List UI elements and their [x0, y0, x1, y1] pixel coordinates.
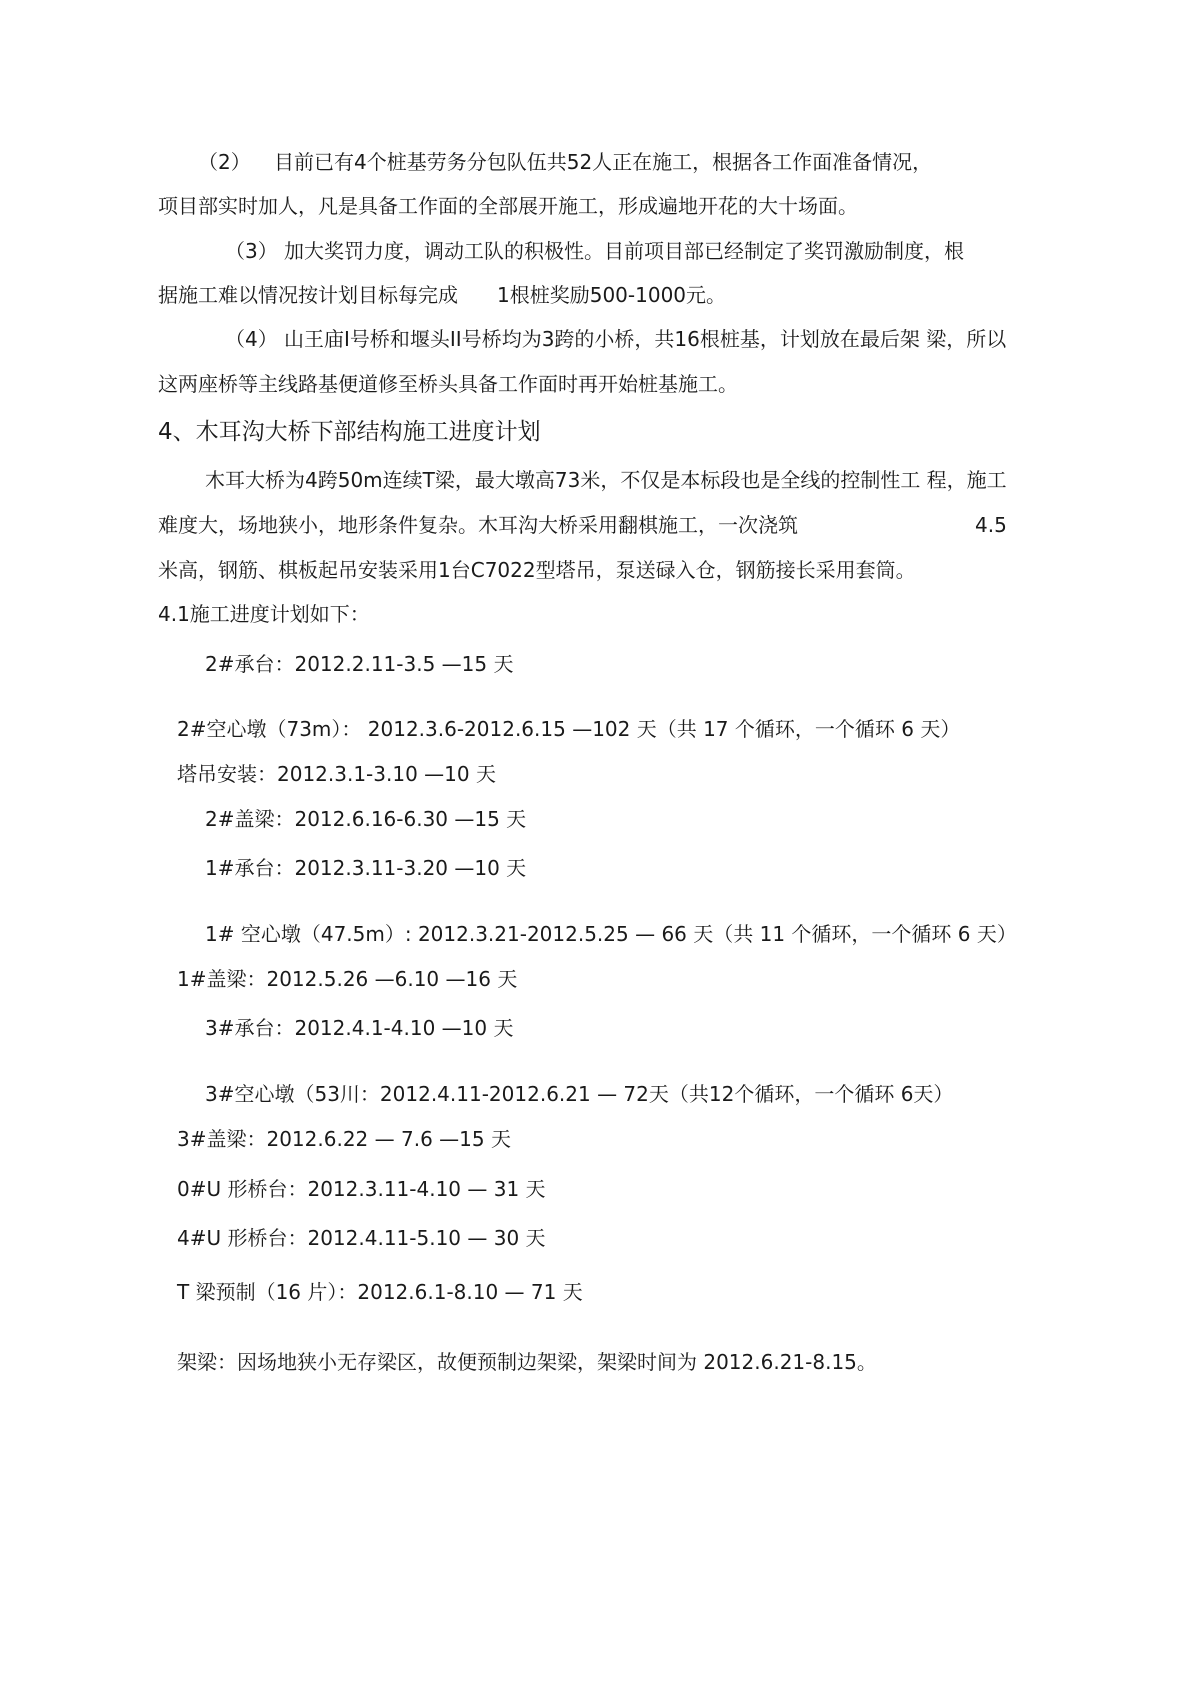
paragraph-5-line-2b: 4.5: [975, 513, 1007, 537]
schedule-item: 2#盖梁：2012.6.16-6.30 —15 天: [205, 807, 527, 831]
paragraph-2-number: （2）: [198, 150, 251, 174]
paragraph-2-line-1: 目前已有4个桩基劳务分包队伍共52人正在施工，根据各工作面准备情况，: [274, 150, 933, 174]
paragraph-3-line-2a: 据施工难以情况按计划目标每完成: [158, 283, 458, 307]
paragraph-4-number: （4）: [225, 327, 278, 351]
schedule-item: 0#U 形桥台：2012.3.11-4.10 — 31 天: [177, 1177, 546, 1201]
schedule-item: 1#盖梁：2012.5.26 —6.10 —16 天: [177, 967, 518, 991]
schedule-item: 3#盖梁：2012.6.22 — 7.6 —15 天: [177, 1127, 511, 1151]
paragraph-4-line-2: 这两座桥等主线路基便道修至桥头具备工作面时再开始桩基施工。: [158, 372, 738, 396]
schedule-item: 2#空心墩（73m）： 2012.3.6-2012.6.15 —102 天（共 17 个循环，一个循环 6 天）: [177, 717, 961, 741]
subsection-heading: 4.1施工进度计划如下：: [158, 602, 370, 626]
schedule-item: 1# 空心墩（47.5m）: 2012.3.21-2012.5.25 — 66 天（共 11 个循环，一个循环 6 天）: [205, 922, 1017, 946]
section-heading: 4、木耳沟大桥下部结构施工进度计划: [158, 419, 541, 445]
schedule-item: 架梁：因场地狭小无存梁区，故便预制边架梁，架梁时间为 2012.6.21-8.15。: [177, 1350, 877, 1374]
paragraph-3-line-1: 加大奖罚力度，调动工队的积极性。目前项目部已经制定了奖罚激励制度，根: [284, 239, 964, 263]
schedule-item: 3#空心墩（53川：2012.4.11-2012.6.21 — 72天（共12个循环，一个循环 6天）: [205, 1082, 954, 1106]
paragraph-5-line-3: 米高，钢筋、棋板起吊安装采用1台C7022型塔吊，泵送碌入仓，钢筋接长采用套筒。: [158, 558, 916, 582]
paragraph-5-line-1: 木耳大桥为4跨50m连续T梁，最大墩高73米，不仅是本标段也是全线的控制性工 程，施工: [205, 468, 1007, 492]
paragraph-3-line-2b: 1根桩奖励500-1000元。: [497, 283, 727, 307]
schedule-item: 1#承台：2012.3.11-3.20 —10 天: [205, 856, 527, 880]
paragraph-3-number: （3）: [225, 239, 278, 263]
schedule-item: T 梁预制（16 片）：2012.6.1-8.10 — 71 天: [177, 1280, 583, 1304]
schedule-item: 4#U 形桥台：2012.4.11-5.10 — 30 天: [177, 1226, 546, 1250]
schedule-item: 3#承台：2012.4.1-4.10 —10 天: [205, 1016, 514, 1040]
schedule-item: 塔吊安装：2012.3.1-3.10 —10 天: [177, 762, 496, 786]
paragraph-5-line-2a: 难度大，场地狭小，地形条件复杂。木耳沟大桥采用翻棋施工，一次浇筑: [158, 513, 798, 537]
paragraph-4-line-1: 山王庙I号桥和堰头II号桥均为3跨的小桥，共16根桩基，计划放在最后架 梁，所以: [284, 327, 1007, 351]
schedule-item: 2#承台：2012.2.11-3.5 —15 天: [205, 652, 514, 676]
paragraph-2-line-2: 项目部实时加人，凡是具备工作面的全部展开施工，形成遍地开花的大十场面。: [158, 194, 858, 218]
